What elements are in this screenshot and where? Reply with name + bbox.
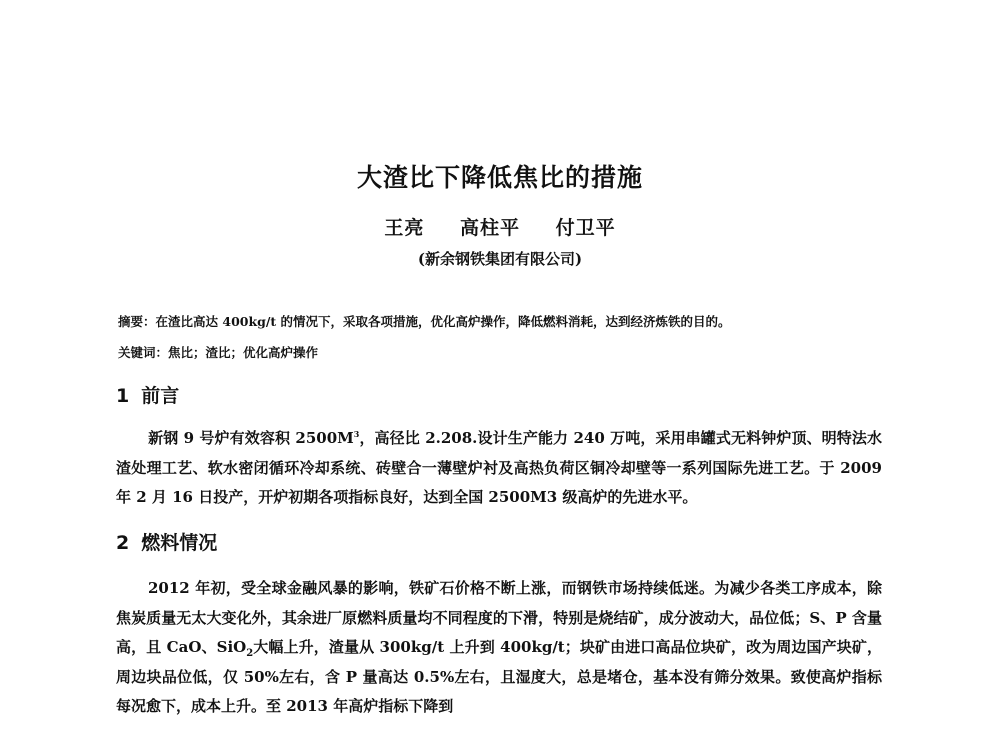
section-heading bbox=[116, 528, 217, 555]
keywords-label: 关键词： bbox=[118, 345, 169, 360]
abstract bbox=[118, 312, 898, 330]
paper-title: 大渣比下降低焦比的措施 bbox=[356, 163, 643, 192]
author-name: 付卫平 bbox=[555, 217, 616, 239]
keywords bbox=[118, 343, 898, 361]
abstract-label: 摘要： bbox=[118, 314, 156, 329]
section-number: 1 bbox=[116, 385, 130, 407]
author-list bbox=[0, 213, 1000, 240]
keywords-text: 焦比；渣比；优化高炉操作 bbox=[168, 345, 319, 360]
section-paragraph: 新钢 9 号炉有效容积 $2500M^3$，高径比 2.208.设计生产能力 240 万吨，采用串罐式无料钟炉顶、明特法水渣处理工艺、软水密闭循环冷却系统、砖壁合一薄壁炉衬及高热负荷区铜冷却壁等一系列国际先进工艺。于 2009 年 2 月 16 日投产，开炉初期各项指标良好，达到全国 2500M3 级高炉的先进水平。 bbox=[116, 429, 882, 506]
section-title: 燃料情况 bbox=[141, 532, 218, 554]
section-paragraph: 2012 年初，受全球金融风暴的影响，铁矿石价格不断上涨，而钢铁市场持续低迷。为减少各类工序成本，除焦炭质量无太大变化外，其余进厂原燃料质量均不同程度的下滑，特别是烧结矿，成分波动大，品位低；S、P 含量高，且 CaO、SiO$_2$大幅上升，渣量从 300kg/t 上升到 400kg/t；块矿由进口高品位块矿，改为周边国产块矿，周边块品位低，仅 50%左右，含 P 量高达 0.5%左右，且湿度大，总是堵仓，基本没有筛分效果。致使高炉指标每况愈下，成本上升。至 2013 年高炉指标下降到 bbox=[116, 579, 882, 715]
section-title: 前言 bbox=[141, 385, 180, 407]
section-number: 2 bbox=[116, 532, 130, 554]
abstract-text: 在渣比高达 400kg/t 的情况下，采取各项措施，优化高炉操作，降低燃料消耗，达到经济炼铁的目的。 bbox=[155, 314, 731, 329]
author-name: 王亮 bbox=[384, 217, 425, 239]
affiliation: (新余钢铁集团有限公司) bbox=[417, 250, 583, 268]
section-heading bbox=[116, 381, 179, 408]
author-name: 高柱平 bbox=[459, 217, 520, 239]
